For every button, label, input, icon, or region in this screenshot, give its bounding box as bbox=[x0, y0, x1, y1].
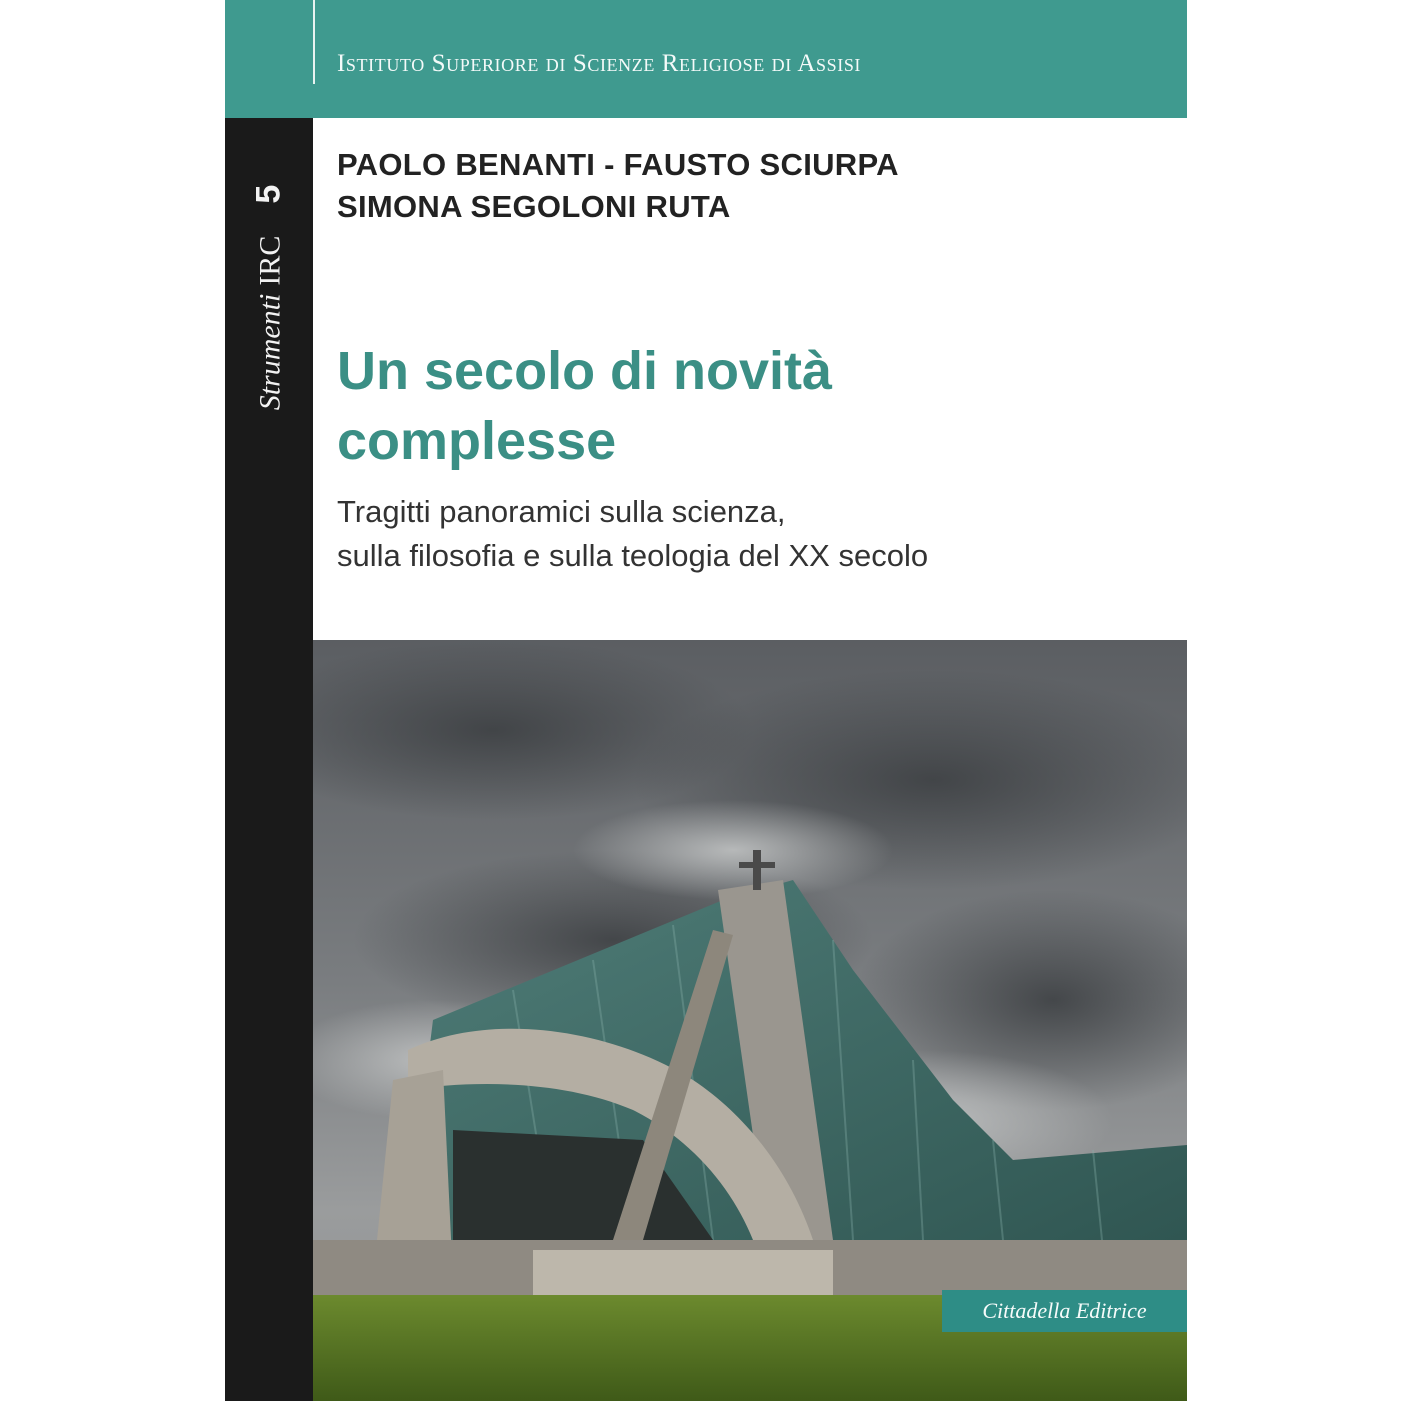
publisher-label: Cittadella Editrice bbox=[942, 1290, 1187, 1332]
title-line-1: Un secolo di novità bbox=[337, 341, 833, 401]
header-band bbox=[225, 0, 1187, 118]
book-title bbox=[337, 336, 832, 476]
header-divider bbox=[313, 0, 315, 84]
light-cloud bbox=[573, 800, 893, 900]
book-subtitle bbox=[337, 490, 928, 578]
subtitle-line-2: sulla filosofia e sulla teologia del XX secolo bbox=[337, 538, 929, 573]
cross bbox=[739, 862, 775, 868]
plinth bbox=[533, 1250, 833, 1298]
series-name: Strumenti bbox=[253, 293, 287, 411]
cover-photo bbox=[313, 640, 1187, 1401]
institute-name: Istituto Superiore di Scienze Religiose di Assisi bbox=[337, 50, 862, 77]
authors-line-2: SIMONA SEGOLONI RUTA bbox=[337, 189, 731, 224]
spine-band bbox=[225, 118, 313, 1401]
title-line-2: complesse bbox=[337, 411, 617, 471]
book-cover bbox=[225, 0, 1187, 1401]
subtitle-line-1: Tragitti panoramici sulla scienza, bbox=[337, 494, 786, 529]
authors-line-1: PAOLO BENANTI - FAUSTO SCIURPA bbox=[337, 147, 899, 182]
authors bbox=[337, 144, 899, 228]
cross bbox=[753, 850, 761, 890]
series-label bbox=[250, 185, 289, 411]
series-number: 5 bbox=[249, 184, 288, 204]
series-code: IRC bbox=[253, 235, 287, 286]
